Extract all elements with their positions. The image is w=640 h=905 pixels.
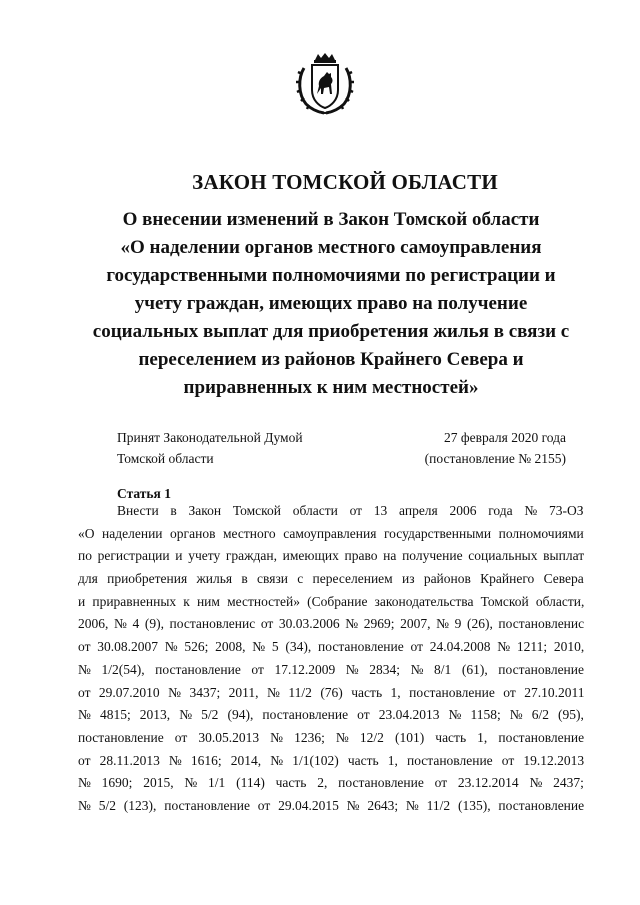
article-line: 2006, № 4 (9), постановлениc от 30.03.2006 № 2969; 2007, № 9 (26), постановлениc	[78, 616, 585, 632]
adopted-by-line2: Томской области	[117, 451, 214, 466]
article-line: для приобретения жилья в связи с переселением из районов Крайнего Севера	[78, 571, 584, 587]
adoption-date: 27 февраля 2020 года	[444, 430, 566, 445]
article-body	[78, 500, 584, 818]
article-line: Внести в Закон Томской области от 13 апреля 2006 года № 73-ОЗ	[117, 503, 584, 518]
article-line: от 29.07.2010 № 3437; 2011, № 11/2 (76) часть 1, постановление от 27.10.2011	[78, 684, 585, 700]
article-line: и приравненных к ним местностей» (Собрание законодательства Томской области,	[78, 593, 585, 609]
adoption-info	[117, 427, 566, 469]
article-line: № 1690; 2015, № 1/1 (114) часть 2, постановление от 23.12.2014 № 2437;	[78, 775, 584, 791]
subtitle-line: учету граждан, имеющих право на получение	[134, 293, 528, 314]
subtitle-line: приравненных к ним местностей»	[183, 377, 479, 398]
article-heading: Статья 1	[117, 486, 171, 501]
coat-of-arms-icon	[296, 52, 354, 116]
law-subtitle	[76, 206, 586, 402]
article-line: № 4815; 2013, № 5/2 (94), постановление от 23.04.2013 № 1158; № 6/2 (95),	[78, 707, 584, 723]
subtitle-line: социальных выплат для приобретения жилья в связи с	[92, 321, 570, 342]
article-line: № 1/2(54), постановление от 17.12.2009 № 2834; № 8/1 (61), постановление	[78, 661, 584, 677]
subtitle-line: государственными полномочиями по регистрации и	[106, 265, 556, 286]
subtitle-line: О внесении изменений в Закон Томской области	[122, 209, 540, 230]
article-line: по регистрации и учету граждан, имеющих право на получение социальных выплат	[78, 548, 585, 564]
article-line: от 30.08.2007 № 526; 2008, № 5 (34), постановление от 24.04.2008 № 1211; 2010,	[78, 639, 585, 655]
subtitle-line: «О наделении органов местного самоуправления	[120, 237, 542, 258]
law-title: ЗАКОН ТОМСКОЙ ОБЛАСТИ	[192, 170, 498, 194]
article-line: «О наделении органов местного самоуправления государственными полномочиями	[78, 525, 584, 541]
article-line: от 28.11.2013 № 1616; 2014, № 1/1(102) часть 1, постановление от 19.12.2013	[78, 752, 585, 768]
resolution-number: (постановление № 2155)	[424, 451, 566, 466]
subtitle-line: переселением из районов Крайнего Севера и	[138, 349, 524, 370]
adopted-by-line1: Принят Законодательной Думой	[117, 430, 303, 445]
article-line: постановление от 30.05.2013 № 1236; № 12/2 (101) часть 1, постановление	[78, 729, 585, 745]
article-line: № 5/2 (123), постановление от 29.04.2015 № 2643; № 11/2 (135), постановление	[78, 797, 585, 813]
